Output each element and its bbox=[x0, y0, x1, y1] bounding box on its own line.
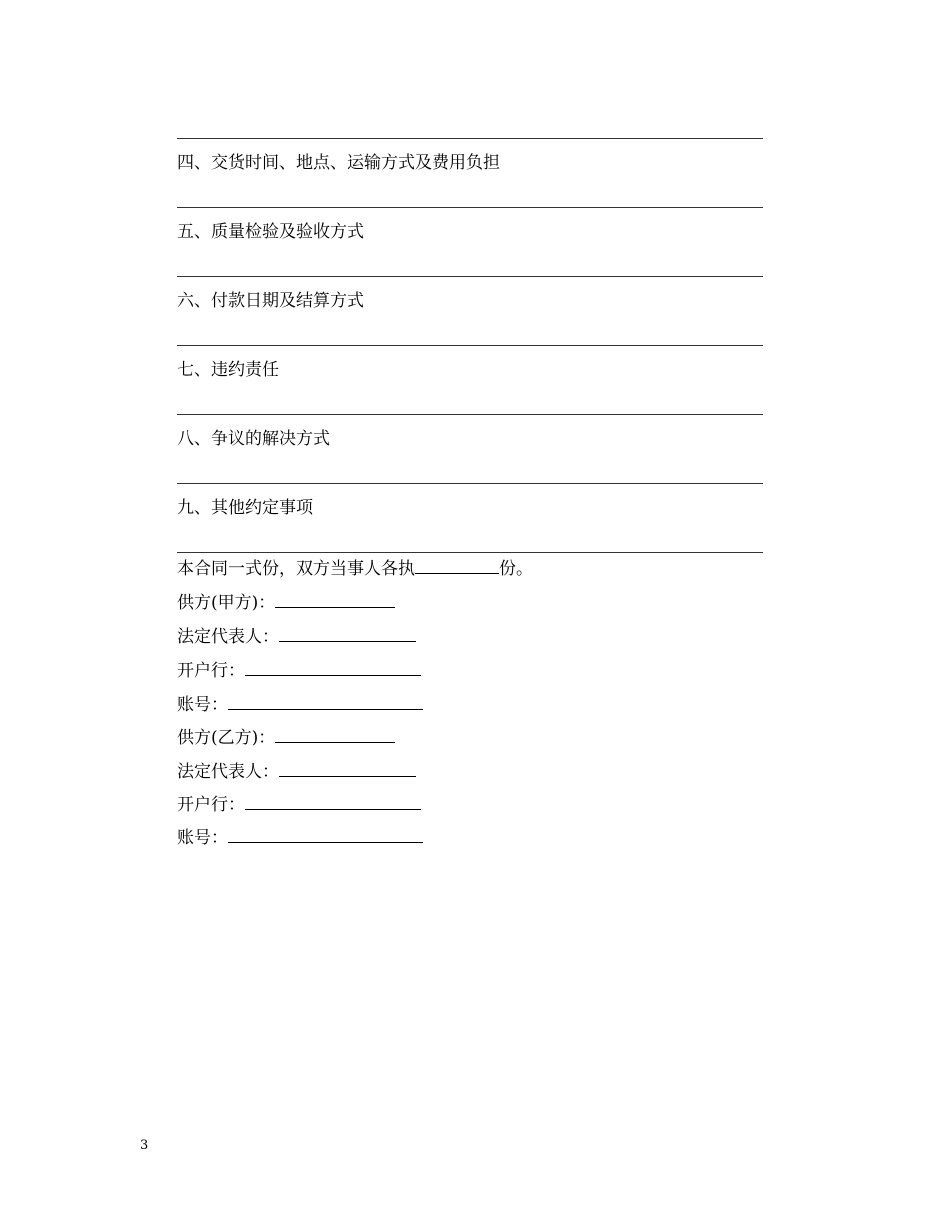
fill-line bbox=[177, 207, 763, 208]
party-a-bank-blank[interactable] bbox=[245, 659, 421, 676]
party-b-account-label: 账号： bbox=[177, 828, 228, 848]
section-title: 四、交货时间、地点、运输方式及费用负担 bbox=[177, 153, 500, 173]
party-a-label: 供方(甲方)： bbox=[177, 593, 276, 613]
party-b-line bbox=[177, 726, 395, 748]
party-b-blank[interactable] bbox=[275, 726, 395, 743]
party-b-account-blank[interactable] bbox=[228, 826, 423, 843]
fill-line bbox=[177, 345, 763, 346]
section-title: 九、其他约定事项 bbox=[177, 498, 313, 518]
fill-line bbox=[177, 483, 763, 484]
section-title: 八、争议的解决方式 bbox=[177, 429, 330, 449]
party-a-rep-blank[interactable] bbox=[279, 625, 416, 642]
party-b-rep-blank[interactable] bbox=[279, 760, 416, 777]
copies-blank[interactable] bbox=[415, 557, 499, 574]
party-b-bank-label: 开户行： bbox=[177, 795, 245, 815]
fill-line bbox=[177, 138, 763, 139]
page-number: 3 bbox=[140, 1138, 149, 1153]
party-a-bank-line bbox=[177, 659, 421, 681]
party-a-line bbox=[177, 591, 395, 613]
party-b-label: 供方(乙方)： bbox=[177, 728, 276, 748]
fill-line bbox=[177, 552, 763, 553]
copies-line bbox=[177, 557, 533, 579]
party-b-bank-line bbox=[177, 793, 421, 815]
party-a-bank-label: 开户行： bbox=[177, 661, 245, 681]
clauses-block bbox=[177, 128, 763, 553]
party-a-rep-label: 法定代表人： bbox=[177, 627, 279, 647]
party-a-account-blank[interactable] bbox=[228, 693, 423, 710]
party-a-blank[interactable] bbox=[275, 591, 395, 608]
party-b-rep-label: 法定代表人： bbox=[177, 762, 279, 782]
party-a-account-line bbox=[177, 693, 423, 715]
copies-text-after: 份。 bbox=[499, 559, 533, 579]
section-title: 七、违约责任 bbox=[177, 360, 279, 380]
party-b-account-line bbox=[177, 826, 423, 848]
section-title: 五、质量检验及验收方式 bbox=[177, 222, 364, 242]
copies-text-before: 本合同一式份，双方当事人各执 bbox=[177, 559, 415, 579]
fill-line bbox=[177, 276, 763, 277]
party-a-account-label: 账号： bbox=[177, 695, 228, 715]
party-b-bank-blank[interactable] bbox=[245, 793, 421, 810]
party-b-rep-line bbox=[177, 760, 416, 782]
section-title: 六、付款日期及结算方式 bbox=[177, 291, 364, 311]
fill-line bbox=[177, 414, 763, 415]
party-a-rep-line bbox=[177, 625, 416, 647]
